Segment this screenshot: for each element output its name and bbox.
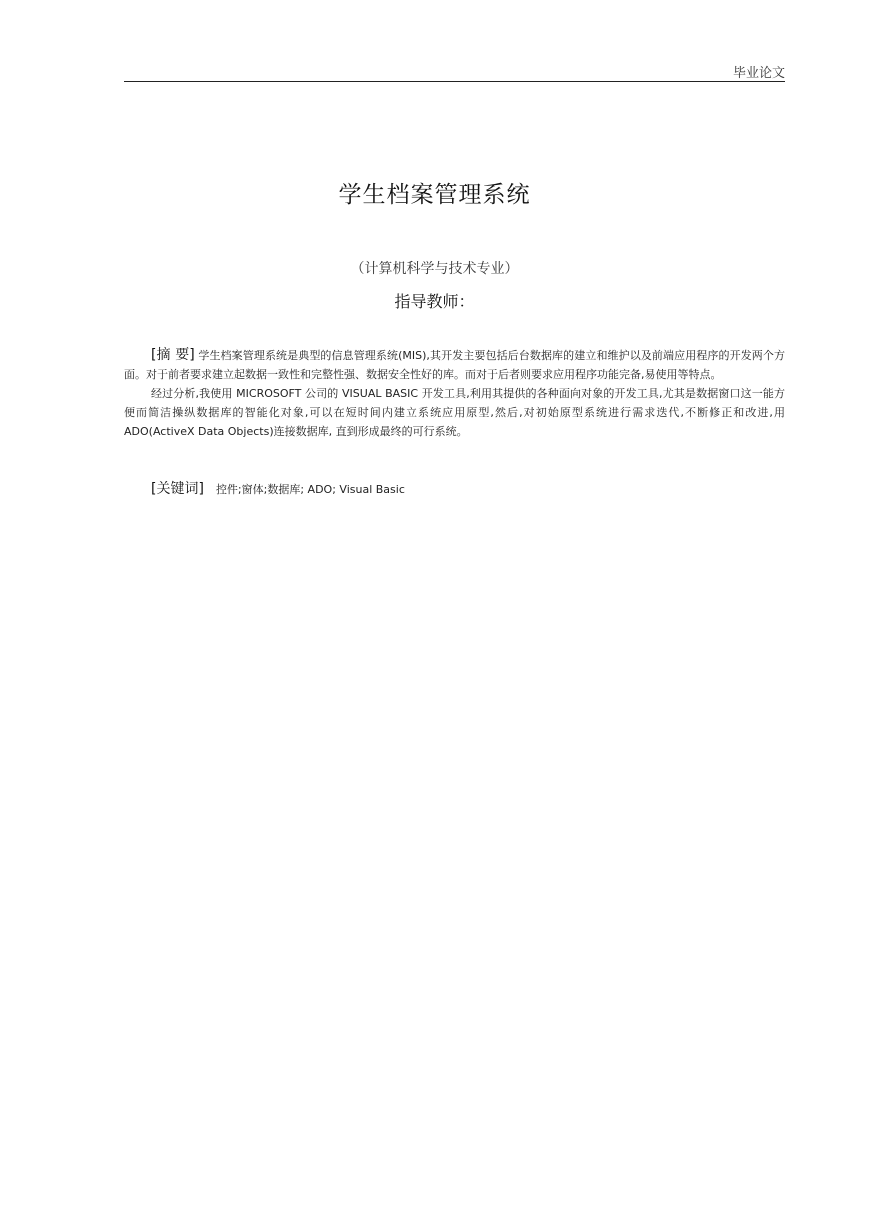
header-rule (124, 81, 785, 82)
running-header: 毕业论文 (732, 66, 785, 81)
abstract-section (124, 346, 785, 441)
major-subtitle: （计算机科学与技术专业） (350, 261, 519, 277)
keywords-line (151, 478, 405, 498)
keywords-text: 控件;窗体;数据库; ADO; Visual Basic (215, 483, 405, 496)
abstract-label: [摘 要] (151, 347, 195, 363)
keywords-label: [关键词] (151, 481, 204, 497)
abstract-text-1: 学生档案管理系统是典型的信息管理系统(MIS),其开发主要包括后台数据库的建立和维护以及前端应用程序的开发两个方面。对于前者要求建立起数据一致性和完整性强、数据安全性好的库。而对于后者则要求应用程序功能完备,易使用等特点。 (124, 349, 785, 381)
advisor-line: 指导教师： (394, 292, 475, 311)
abstract-paragraph-2: 经过分析,我使用 MICROSOFT 公司的 VISUAL BASIC 开发工具,利用其提供的各种面向对象的开发工具,尤其是数据窗口这一能方便而简洁操纵数据库的智能化对象,可以在短时间内建立系统应用原型,然后,对初始原型系统进行需求迭代,不断修正和改进,用 ADO(ActiveX Data Objects)连接数据库, 直到形成最终的可行系统。 (124, 387, 785, 438)
abstract-paragraph-1 (124, 346, 785, 384)
document-title: 学生档案管理系统 (338, 182, 531, 208)
